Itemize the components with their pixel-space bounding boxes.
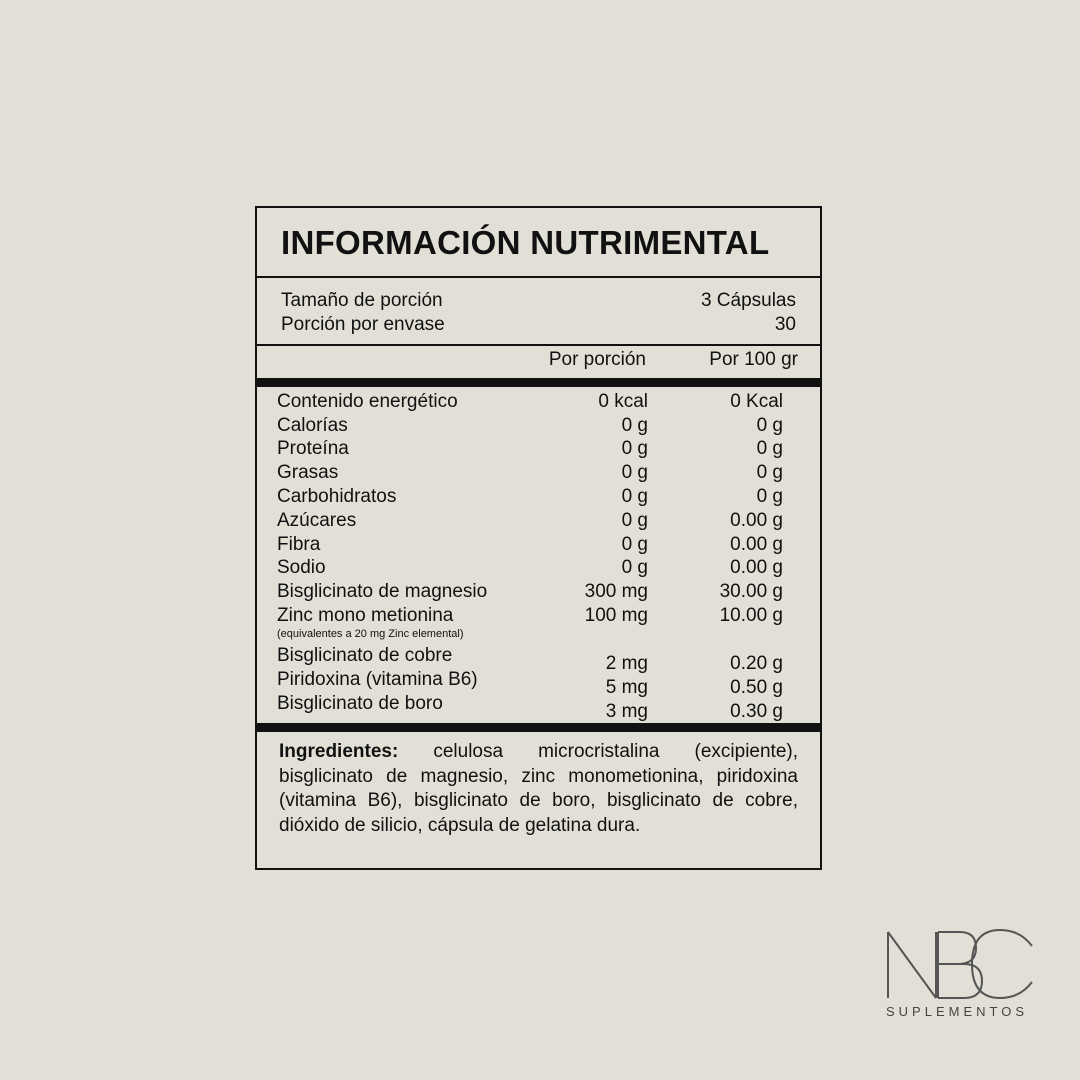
nutrient-value-row xyxy=(257,653,820,677)
nutrient-value-row xyxy=(257,701,820,725)
nutrient-per-100: 0.20 g xyxy=(730,653,783,674)
brand-subtitle: SUPLEMENTOS xyxy=(886,1004,1029,1019)
nutrient-per-100: 0.30 g xyxy=(730,701,783,722)
nutrient-value-row xyxy=(257,677,820,701)
nutrient-name: Carbohidratos xyxy=(277,486,397,507)
nutrient-row xyxy=(257,391,820,415)
nutrient-row xyxy=(257,415,820,439)
serving-info xyxy=(257,278,820,346)
ingredients-heading: Ingredientes: xyxy=(279,741,399,762)
nutrient-per-serving: 100 mg xyxy=(584,605,648,626)
nutrient-per-100: 30.00 g xyxy=(719,581,783,602)
nutrient-name: Bisglicinato de cobre xyxy=(277,645,453,666)
servings-per-container-value: 30 xyxy=(774,314,796,335)
nutrient-name: Sodio xyxy=(277,557,326,578)
label-title: INFORMACIÓN NUTRIMENTAL xyxy=(257,208,820,278)
nutrient-name: Calorías xyxy=(277,415,348,436)
nutrient-per-100: 0.00 g xyxy=(730,534,783,555)
nutrient-name: Grasas xyxy=(277,462,339,483)
serving-size-row xyxy=(281,290,796,314)
nutrient-per-serving: 2 mg xyxy=(605,653,648,674)
zinc-note: (equivalentes a 20 mg Zinc elemental) xyxy=(277,628,464,640)
nutrient-per-serving: 5 mg xyxy=(605,677,648,698)
nutrient-row xyxy=(257,510,820,534)
nutrient-per-serving: 0 g xyxy=(621,534,648,555)
nutrient-per-serving: 0 g xyxy=(621,510,648,531)
ingredients-list: celulosa microcristalina (excipiente), bisglicinato de magnesio, zinc monometionina, piridoxina (vitamina B6), bisglicinato de boro, bisglicinato de cobre, dióxido de silicio, cápsula de gelatina dura. xyxy=(279,741,798,836)
nutrient-per-serving: 0 kcal xyxy=(598,391,648,412)
nutrient-per-serving: 0 g xyxy=(621,415,648,436)
nutrient-name: Bisglicinato de magnesio xyxy=(277,581,488,602)
nutrient-row xyxy=(257,438,820,462)
nutrient-name: Azúcares xyxy=(277,510,357,531)
nutrient-name: Zinc mono metionina xyxy=(277,605,454,626)
nutrient-row xyxy=(257,605,820,629)
thick-divider-bottom xyxy=(257,723,820,732)
nutrient-row xyxy=(257,486,820,510)
column-headers xyxy=(257,346,820,378)
nutrient-per-serving: 0 g xyxy=(621,438,648,459)
nutrient-name: Contenido energético xyxy=(277,391,458,412)
nutrient-per-100: 0 g xyxy=(756,486,783,507)
thick-divider-top xyxy=(257,378,820,387)
nutrient-name: Fibra xyxy=(277,534,321,555)
nutrient-per-100: 0.00 g xyxy=(730,510,783,531)
serving-size-value: 3 Cápsulas xyxy=(700,290,796,311)
ingredients-text xyxy=(279,740,798,838)
servings-per-container-label: Porción por envase xyxy=(281,314,445,335)
serving-size-label: Tamaño de porción xyxy=(281,290,443,311)
nutrient-per-100: 0.50 g xyxy=(730,677,783,698)
nutrient-row xyxy=(257,534,820,558)
nutrient-per-100: 0.00 g xyxy=(730,557,783,578)
nutrient-row xyxy=(257,557,820,581)
nutrient-per-100: 0 Kcal xyxy=(730,391,783,412)
nutrient-per-serving: 300 mg xyxy=(584,581,648,602)
nutrient-per-serving: 0 g xyxy=(621,557,648,578)
nutrient-per-100: 0 g xyxy=(756,462,783,483)
nutrient-per-100: 0 g xyxy=(756,438,783,459)
nutrient-row xyxy=(257,462,820,486)
nutrient-per-100: 10.00 g xyxy=(719,605,783,626)
nutrient-name: Bisglicinato de boro xyxy=(277,693,443,714)
servings-per-container-row xyxy=(281,314,796,338)
nutrient-per-serving: 3 mg xyxy=(605,701,648,722)
nutrient-per-100: 0 g xyxy=(756,415,783,436)
per-serving-header: Por porción xyxy=(548,349,646,370)
nutrient-name: Proteína xyxy=(277,438,349,459)
nutrient-row xyxy=(257,581,820,605)
nutrient-name: Piridoxina (vitamina B6) xyxy=(277,669,478,690)
per-100-header: Por 100 gr xyxy=(709,349,798,370)
nutrient-per-serving: 0 g xyxy=(621,486,648,507)
nutrition-label xyxy=(255,206,822,870)
nutrient-per-serving: 0 g xyxy=(621,462,648,483)
